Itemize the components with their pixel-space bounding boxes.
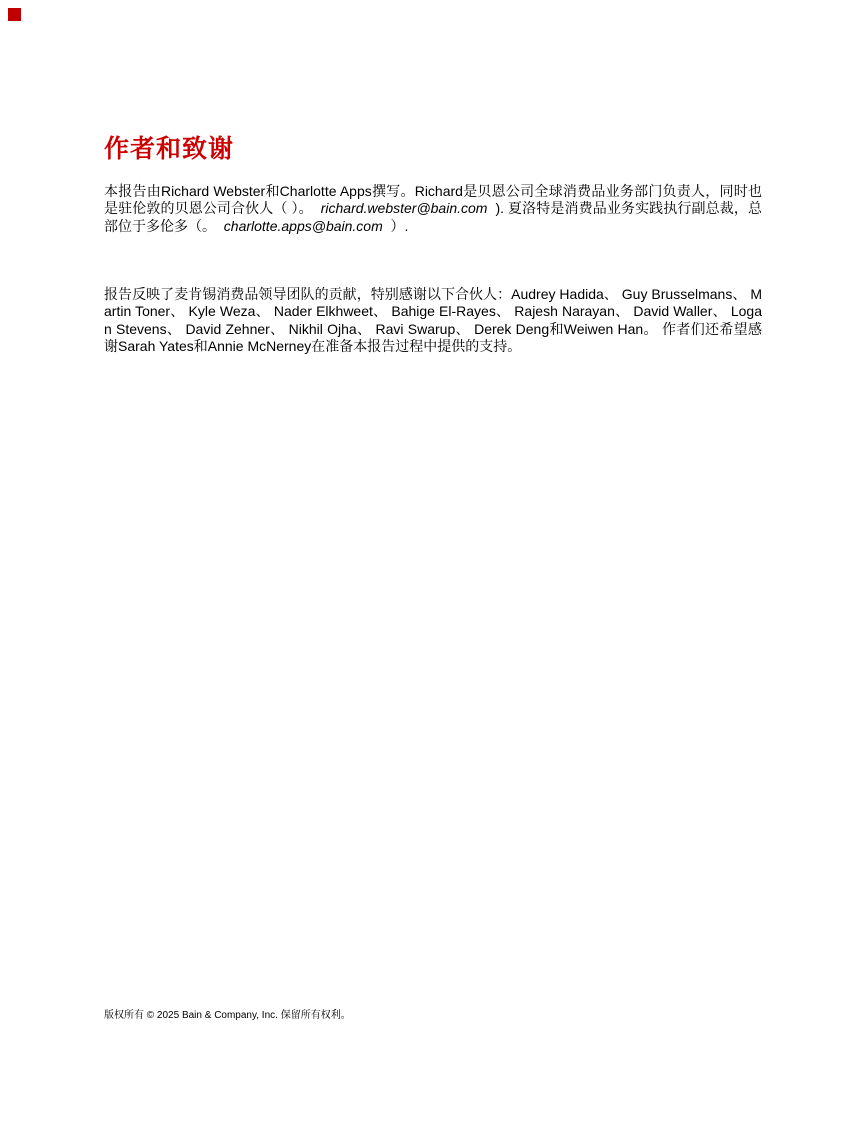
page-title: 作者和致谢 [104, 135, 235, 163]
authors-text-part-1: 本报告由Richard Webster和Charlotte Apps撰写。Richard是贝恩公司全球消费品业务部门负责人，同时也是驻伦敦的贝恩公司合伙人（ ）。 [104, 183, 762, 217]
red-corner-marker [8, 8, 21, 21]
copyright-notice: 版权所有 © 2025 Bain & Company, Inc. 保留所有权利。 [104, 1010, 351, 1021]
authors-paragraph [104, 183, 762, 235]
authors-text-part-2: ). 夏洛特是消费品业务实践执行副总裁，总部位于多伦多（。 [104, 200, 762, 234]
authors-text-part-3: ）. [382, 217, 409, 234]
acknowledgments-paragraph: 报告反映了麦肯锡消费品领导团队的贡献，特别感谢以下合伙人：Audrey Hadida、 Guy Brusselmans、 Martin Toner、 Kyle Weza、 Nader Elkhweet、 Bahige El-Rayes、 Rajesh Narayan、 David Waller、 Logan Stevens、 David Zehner、 Nikhil Ojha、 Ravi Swarup、 Derek Deng和Weiwen Han。 作者们还希望感谢Sarah Yates和Annie McNerney在准备本报告过程中提供的支持。 [104, 286, 762, 355]
email-richard-webster: richard.webster@bain.com [320, 200, 488, 217]
email-charlotte-apps: charlotte.apps@bain.com [223, 217, 383, 234]
